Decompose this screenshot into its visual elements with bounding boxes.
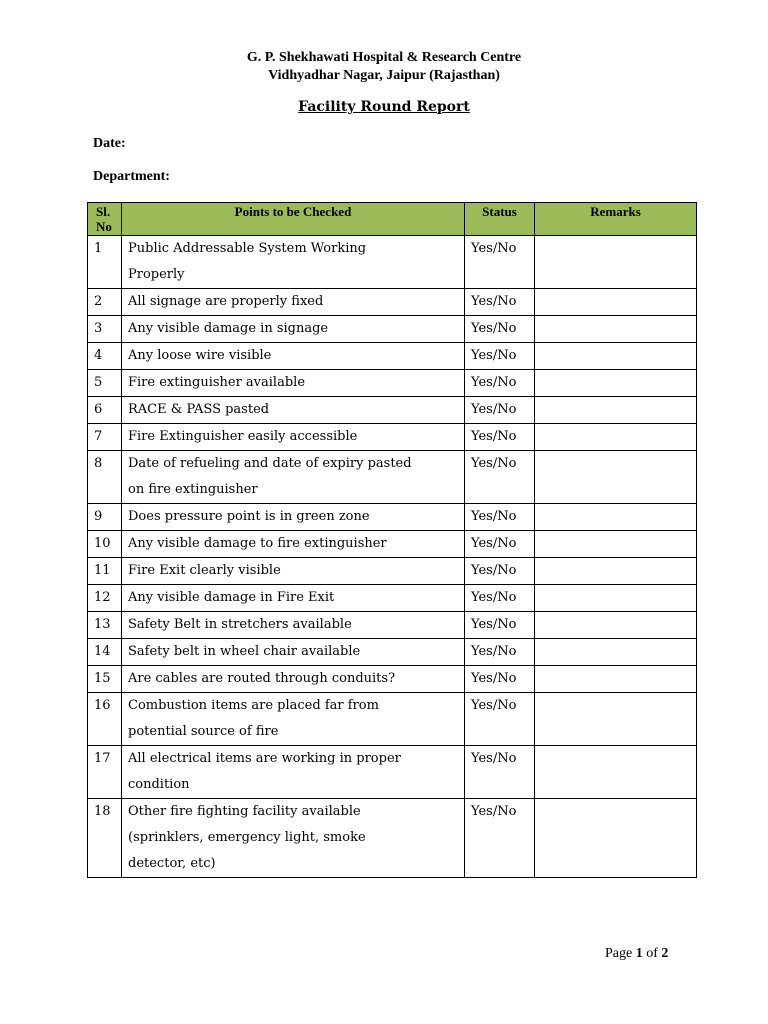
status-cell: Yes/No <box>465 558 535 585</box>
status-cell: Yes/No <box>465 397 535 424</box>
check-point-line: Safety Belt in stretchers available <box>128 617 352 632</box>
table-row <box>88 397 697 424</box>
table-row <box>88 746 697 799</box>
sl-no-cell: 5 <box>88 370 122 397</box>
column-header-sl-no <box>88 203 122 236</box>
organization-name: G. P. Shekhawati Hospital & Research Centre <box>246 50 522 65</box>
sl-no-cell: 8 <box>88 451 122 504</box>
remarks-cell[interactable] <box>535 799 697 878</box>
remarks-cell[interactable] <box>535 289 697 316</box>
remarks-cell[interactable] <box>535 639 697 666</box>
check-point-line: Properly <box>128 267 185 282</box>
current-page: 1 <box>635 946 643 961</box>
sl-no-cell: 17 <box>88 746 122 799</box>
sl-no-cell: 12 <box>88 585 122 612</box>
sl-no-cell: 6 <box>88 397 122 424</box>
table-header-row <box>88 203 697 236</box>
table-row <box>88 666 697 693</box>
sl-no-cell: 14 <box>88 639 122 666</box>
remarks-cell[interactable] <box>535 451 697 504</box>
table-row <box>88 451 697 504</box>
status-cell: Yes/No <box>465 693 535 746</box>
check-point-line: condition <box>128 777 190 792</box>
remarks-cell[interactable] <box>535 504 697 531</box>
check-point-line: Fire Exit clearly visible <box>128 563 281 578</box>
check-point-cell <box>122 799 465 878</box>
remarks-cell[interactable] <box>535 666 697 693</box>
check-point-cell <box>122 504 465 531</box>
sl-no-cell: 10 <box>88 531 122 558</box>
status-cell: Yes/No <box>465 343 535 370</box>
check-point-line: Fire extinguisher available <box>128 375 306 390</box>
check-point-line: Public Addressable System Working <box>128 241 367 256</box>
check-point-line: Date of refueling and date of expiry pasted <box>128 456 412 471</box>
sl-no-cell: 9 <box>88 504 122 531</box>
check-point-line: Other fire fighting facility available <box>128 804 361 819</box>
remarks-cell[interactable] <box>535 612 697 639</box>
check-point-line: Any visible damage in Fire Exit <box>128 590 335 605</box>
status-cell: Yes/No <box>465 799 535 878</box>
table-row <box>88 585 697 612</box>
check-point-line: Safety belt in wheel chair available <box>128 644 361 659</box>
status-cell: Yes/No <box>465 531 535 558</box>
sl-no-cell: 4 <box>88 343 122 370</box>
sl-no-cell: 18 <box>88 799 122 878</box>
check-point-line: Does pressure point is in green zone <box>128 509 370 524</box>
organization-address: Vidhyadhar Nagar, Jaipur (Rajasthan) <box>268 68 500 83</box>
check-point-line: RACE & PASS pasted <box>128 402 270 417</box>
remarks-cell[interactable] <box>535 558 697 585</box>
column-header-sl-line2: No <box>96 219 112 234</box>
table-row <box>88 693 697 746</box>
remarks-cell[interactable] <box>535 370 697 397</box>
page-word: Page <box>605 946 633 961</box>
remarks-cell[interactable] <box>535 746 697 799</box>
check-point-cell <box>122 451 465 504</box>
checklist-table <box>87 202 697 878</box>
status-cell: Yes/No <box>465 746 535 799</box>
table-row <box>88 558 697 585</box>
sl-no-cell: 2 <box>88 289 122 316</box>
page-number <box>605 946 668 962</box>
table-row <box>88 504 697 531</box>
table-row <box>88 531 697 558</box>
check-point-cell <box>122 289 465 316</box>
table-row <box>88 370 697 397</box>
check-point-line: detector, etc) <box>128 856 216 871</box>
check-point-line: on fire extinguisher <box>128 482 258 497</box>
of-word: of <box>646 946 658 961</box>
check-point-line: potential source of fire <box>128 724 279 739</box>
department-label: Department: <box>93 169 170 184</box>
table-row <box>88 612 697 639</box>
status-cell: Yes/No <box>465 639 535 666</box>
table-row <box>88 316 697 343</box>
check-point-cell <box>122 693 465 746</box>
column-header-points: Points to be Checked <box>122 203 465 236</box>
status-cell: Yes/No <box>465 451 535 504</box>
remarks-cell[interactable] <box>535 343 697 370</box>
column-header-sl-line1: Sl. <box>96 204 111 219</box>
check-point-cell <box>122 424 465 451</box>
date-label: Date: <box>93 136 126 151</box>
report-title: Facility Round Report <box>298 99 470 115</box>
check-point-line: All signage are properly fixed <box>128 294 324 309</box>
check-point-cell <box>122 236 465 289</box>
status-cell: Yes/No <box>465 585 535 612</box>
remarks-cell[interactable] <box>535 531 697 558</box>
sl-no-cell: 15 <box>88 666 122 693</box>
table-row <box>88 343 697 370</box>
check-point-line: Fire Extinguisher easily accessible <box>128 429 358 444</box>
table-row <box>88 289 697 316</box>
status-cell: Yes/No <box>465 289 535 316</box>
check-point-cell <box>122 612 465 639</box>
remarks-cell[interactable] <box>535 316 697 343</box>
check-point-cell <box>122 370 465 397</box>
remarks-cell[interactable] <box>535 397 697 424</box>
check-point-cell <box>122 746 465 799</box>
sl-no-cell: 7 <box>88 424 122 451</box>
sl-no-cell: 11 <box>88 558 122 585</box>
total-pages: 2 <box>661 946 669 961</box>
check-point-line: All electrical items are working in proper <box>128 751 401 766</box>
check-point-line: Combustion items are placed far from <box>128 698 379 713</box>
check-point-line: Any visible damage to fire extinguisher <box>128 536 387 551</box>
table-row <box>88 639 697 666</box>
check-point-cell <box>122 585 465 612</box>
status-cell: Yes/No <box>465 612 535 639</box>
remarks-cell[interactable] <box>535 585 697 612</box>
status-cell: Yes/No <box>465 666 535 693</box>
sl-no-cell: 1 <box>88 236 122 289</box>
checklist-body <box>88 236 697 878</box>
status-cell: Yes/No <box>465 236 535 289</box>
table-row <box>88 236 697 289</box>
check-point-line: (sprinklers, emergency light, smoke <box>128 830 366 845</box>
status-cell: Yes/No <box>465 370 535 397</box>
remarks-cell[interactable] <box>535 693 697 746</box>
check-point-line: Any loose wire visible <box>128 348 272 363</box>
check-point-cell <box>122 316 465 343</box>
sl-no-cell: 13 <box>88 612 122 639</box>
check-point-cell <box>122 343 465 370</box>
sl-no-cell: 16 <box>88 693 122 746</box>
status-cell: Yes/No <box>465 504 535 531</box>
sl-no-cell: 3 <box>88 316 122 343</box>
status-cell: Yes/No <box>465 316 535 343</box>
check-point-cell <box>122 397 465 424</box>
check-point-cell <box>122 666 465 693</box>
check-point-line: Are cables are routed through conduits? <box>128 671 396 686</box>
column-header-status: Status <box>465 203 535 236</box>
remarks-cell[interactable] <box>535 236 697 289</box>
check-point-cell <box>122 531 465 558</box>
remarks-cell[interactable] <box>535 424 697 451</box>
table-row <box>88 424 697 451</box>
status-cell: Yes/No <box>465 424 535 451</box>
check-point-line: Any visible damage in signage <box>128 321 329 336</box>
column-header-remarks: Remarks <box>535 203 697 236</box>
check-point-cell <box>122 558 465 585</box>
check-point-cell <box>122 639 465 666</box>
table-row <box>88 799 697 878</box>
